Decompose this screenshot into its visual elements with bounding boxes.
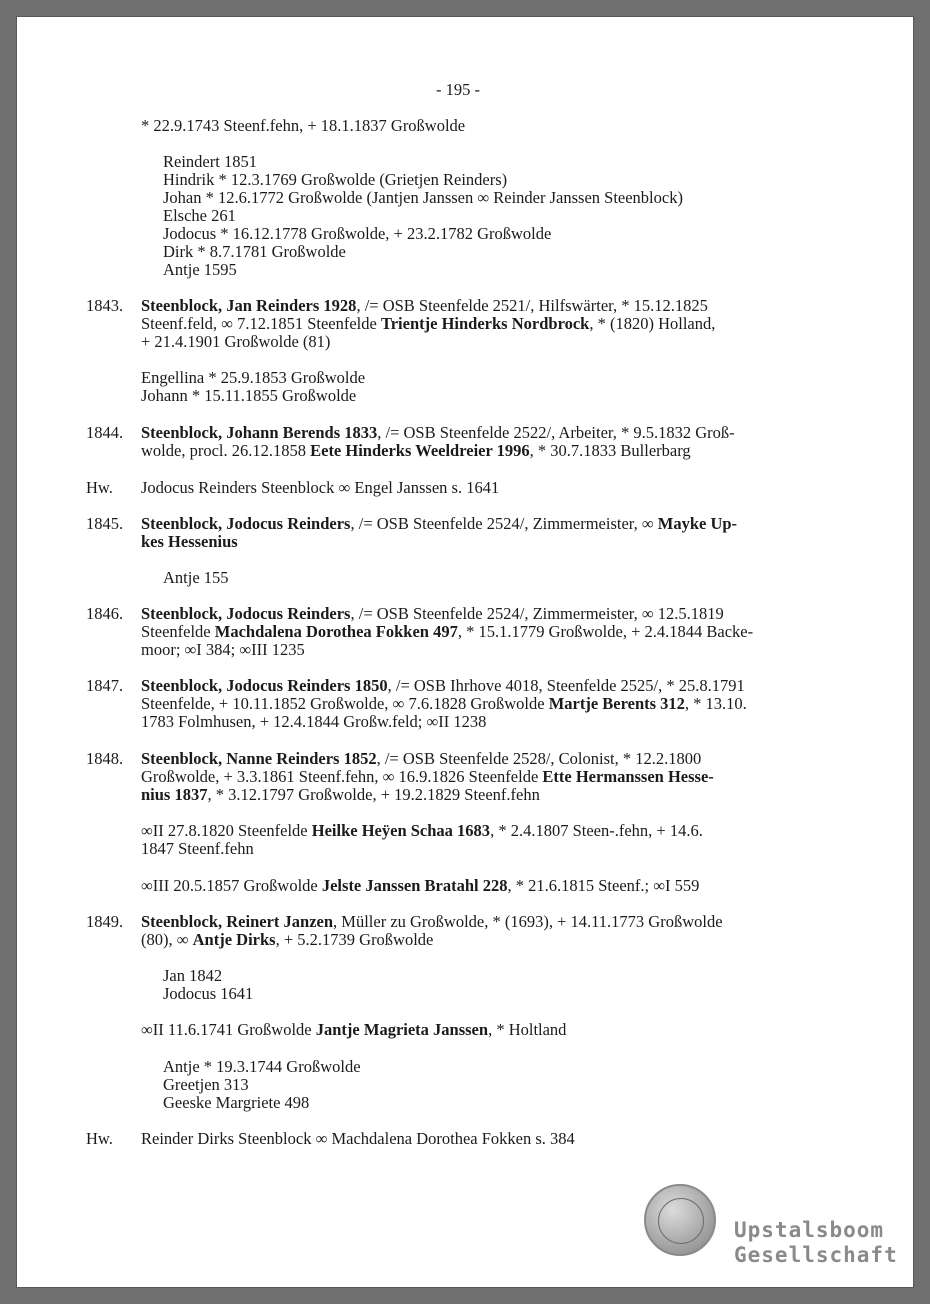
hw-label: Hw. (86, 1129, 113, 1148)
entry-text: wolde, procl. 26.12.1858 (141, 441, 311, 460)
entry-number: 1848. (86, 749, 124, 768)
entry-line (141, 768, 714, 786)
person-name: Steenblock, Reinert Janzen (141, 912, 334, 931)
entry-text: Steenf.feld, ∞ 7.12.1851 Steenfelde (141, 314, 381, 333)
child-line: Antje * 19.3.1744 Großwolde (163, 1057, 361, 1076)
entry-line (141, 442, 691, 460)
entry-text: (80), ∞ (141, 930, 193, 949)
entry-line (141, 297, 708, 315)
entry-text: , /= OSB Steenfelde 2528/, Colonist, * 12.2.1800 (376, 749, 702, 768)
child-line: Jodocus * 16.12.1778 Großwolde, + 23.2.1782 Großwolde (163, 224, 552, 243)
child-line: Greetjen 313 (163, 1075, 249, 1094)
entry-number: 1844. (86, 423, 124, 442)
entry-text: , * Holtland (488, 1020, 567, 1039)
entry-text: ∞II 27.8.1820 Steenfelde (141, 821, 312, 840)
marriage-line (141, 822, 703, 840)
entry-text: , * 3.12.1797 Großwolde, + 19.2.1829 Steenf.fehn (207, 785, 540, 804)
entry-line (141, 677, 745, 695)
child-line: Antje 1595 (163, 260, 237, 279)
entry-line: + 21.4.1901 Großwolde (81) (141, 332, 331, 351)
child-line: Engellina * 25.9.1853 Großwolde (141, 368, 366, 387)
logo-line-2: Gesellschaft (734, 1243, 898, 1267)
entry-text: , Müller zu Großwolde, * (1693), + 14.11.1773 Großwolde (333, 912, 723, 931)
spouse-name: Martje Berents 312 (548, 694, 685, 713)
child-line: Hindrik * 12.3.1769 Großwolde (Grietjen Reinders) (163, 170, 508, 189)
page-number: - 195 - (436, 80, 480, 99)
person-name: Steenblock, Jan Reinders 1928 (141, 296, 357, 315)
spouse-name: Jantje Magrieta Janssen (315, 1020, 489, 1039)
entry-line (141, 605, 724, 623)
child-line: Dirk * 8.7.1781 Großwolde (163, 242, 346, 261)
entry-text: , * (1820) Holland, (589, 314, 716, 333)
spouse-name: Ette Hermanssen Hesse- (542, 767, 714, 786)
child-line: Johan * 12.6.1772 Großwolde (Jantjen Janssen ∞ Reinder Janssen Steenblock) (163, 188, 683, 207)
entry-text: Steenfelde (141, 622, 215, 641)
entry-text: , * 30.7.1833 Bullerbarg (529, 441, 691, 460)
entry-line: 1783 Folmhusen, + 12.4.1844 Großw.feld; ∞II 1238 (141, 712, 487, 731)
entry-text: , /= OSB Steenfelde 2521/, Hilfswärter, * 15.12.1825 (356, 296, 708, 315)
entry-line: moor; ∞I 384; ∞III 1235 (141, 640, 305, 659)
entry-line (141, 931, 433, 949)
entry-number: 1849. (86, 912, 124, 931)
spouse-name: Heilke Heÿen Schaa 1683 (311, 821, 491, 840)
marriage-line: 1847 Steenf.fehn (141, 839, 254, 858)
entry-line (141, 533, 238, 551)
logo-line-1: Upstalsboom (734, 1218, 885, 1242)
entry-text: , /= OSB Ihrhove 4018, Steenfelde 2525/, * 25.8.1791 (387, 676, 745, 695)
child-line: Elsche 261 (163, 206, 236, 225)
child-line: Jan 1842 (163, 966, 223, 985)
entry-text: , * 21.6.1815 Steenf.; ∞I 559 (507, 876, 700, 895)
entry-text: , * 13.10. (684, 694, 747, 713)
spouse-name: Machdalena Dorothea Fokken 497 (214, 622, 458, 641)
person-name: Steenblock, Nanne Reinders 1852 (141, 749, 377, 768)
entry-line (141, 913, 723, 931)
entry-line (141, 695, 747, 713)
entry-line (141, 315, 715, 333)
spouse-name: Trientje Hinderks Nordbrock (380, 314, 590, 333)
hw-label: Hw. (86, 478, 113, 497)
entry-text: ∞II 11.6.1741 Großwolde (141, 1020, 316, 1039)
seal-icon (644, 1184, 716, 1256)
person-name: Steenblock, Jodocus Reinders (141, 604, 351, 623)
entry-text: Großwolde, + 3.3.1861 Steenf.fehn, ∞ 16.9.1826 Steenfelde (141, 767, 543, 786)
entry-text: , + 5.2.1739 Großwolde (275, 930, 434, 949)
entry-number: 1846. (86, 604, 124, 623)
child-line: Geeske Margriete 498 (163, 1093, 310, 1112)
entry-number: 1847. (86, 676, 124, 695)
entry-number: 1843. (86, 296, 124, 315)
child-line: Reindert 1851 (163, 152, 257, 171)
entry-text: , /= OSB Steenfelde 2524/, Zimmermeister, ∞ 12.5.1819 (350, 604, 724, 623)
entry-text: ∞III 20.5.1857 Großwolde (141, 876, 322, 895)
marriage-line (141, 877, 699, 895)
spouse-name: kes Hessenius (141, 532, 238, 551)
entry-line (141, 623, 753, 641)
entry-line (141, 750, 701, 768)
spouse-name: nius 1837 (141, 785, 208, 804)
spouse-name: Mayke Up- (657, 514, 738, 533)
person-name: Steenblock, Jodocus Reinders (141, 514, 351, 533)
child-line: Antje 155 (163, 568, 229, 587)
spouse-name: Antje Dirks (192, 930, 276, 949)
entry-number: 1845. (86, 514, 124, 533)
entry-text: Steenfelde, + 10.11.1852 Großwolde, ∞ 7.6.1828 Großwolde (141, 694, 549, 713)
hw-text: Jodocus Reinders Steenblock ∞ Engel Janssen s. 1641 (141, 478, 500, 497)
entry-text: , * 15.1.1779 Großwolde, + 2.4.1844 Backe- (457, 622, 754, 641)
marriage-line (141, 1021, 566, 1039)
text-line: * 22.9.1743 Steenf.fehn, + 18.1.1837 Großwolde (141, 116, 466, 135)
entry-line (141, 424, 735, 442)
child-line: Jodocus 1641 (163, 984, 254, 1003)
child-line: Johann * 15.11.1855 Großwolde (141, 386, 357, 405)
hw-text: Reinder Dirks Steenblock ∞ Machdalena Dorothea Fokken s. 384 (141, 1129, 575, 1148)
entry-text: , /= OSB Steenfelde 2524/, Zimmermeister, ∞ (350, 514, 658, 533)
person-name: Steenblock, Johann Berends 1833 (141, 423, 378, 442)
spouse-name: Jelste Janssen Bratahl 228 (321, 876, 508, 895)
entry-text: , * 2.4.1807 Steen-.fehn, + 14.6. (490, 821, 703, 840)
person-name: Steenblock, Jodocus Reinders 1850 (141, 676, 388, 695)
entry-line (141, 786, 540, 804)
spouse-name: Eete Hinderks Weeldreier 1996 (310, 441, 530, 460)
entry-line (141, 515, 737, 533)
entry-text: , /= OSB Steenfelde 2522/, Arbeiter, * 9.5.1832 Groß- (377, 423, 735, 442)
